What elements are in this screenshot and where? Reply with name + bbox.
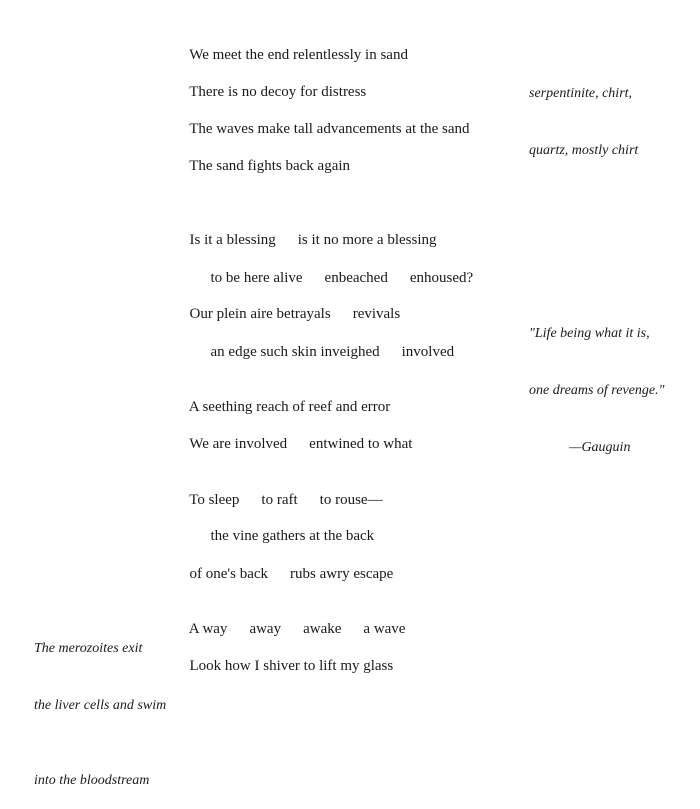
poem-text: the vine gathers at the back [210,528,375,544]
poem-line-9 [182,380,390,416]
poem-line-6 [203,251,473,287]
poem-line-15 [182,639,393,675]
poem-text: A way [188,621,228,637]
poem-text: The sand fights back again [189,158,351,174]
poem-text: There is no decoy for distress [189,84,367,100]
poem-text: involved [401,344,455,360]
poem-line-11 [182,473,383,509]
poem-text: entwined to what [309,436,413,452]
poem-text: We are involved [189,436,288,452]
poem-text: We meet the end relentlessly in sand [189,47,408,63]
poem-text: is it no more a blessing [297,232,437,248]
poem-text: an edge such skin inveighed [210,344,380,360]
poem-text: rubs awry escape [290,566,394,582]
poem-line-2 [182,65,366,101]
poem-text: revivals [352,306,401,322]
poem-line-12 [203,509,374,545]
poem-line-14 [182,602,405,638]
poem-line-4 [182,139,350,175]
poem-text: enhoused? [409,270,474,286]
margin-note-merozoites [34,601,166,809]
note-line: quartz, mostly chirt [529,143,639,158]
note-line: the liver cells and swim [34,698,167,713]
poem-line-3 [182,102,470,138]
margin-note-minerals [529,46,638,179]
poem-text: to raft [261,492,298,508]
poem-text: Is it a blessing [189,232,276,248]
poem-line-5 [182,213,437,249]
poem-text: Look how I shiver to lift my glass [189,658,394,674]
poem-text: enbeached [324,270,388,286]
poem-text: away [249,621,282,637]
poem-line-1 [182,28,408,64]
poem-text: The waves make tall advancements at the sand [189,121,470,137]
poem-text: awake [303,621,342,637]
poem-text: a wave [363,621,406,637]
poem-text: A seething reach of reef and error [188,399,391,415]
poem-text: Our plein aire betrayals [189,306,331,322]
poem-text: of one's back [189,566,269,582]
quote-line: "Life being what it is, [529,326,650,341]
poem-line-8 [203,325,454,361]
quote-attribution: —Gauguin [569,440,631,455]
poem-text: to be here alive [210,270,303,286]
poem-text: To sleep [189,492,240,508]
poem-line-10 [182,417,412,453]
note-line: into the bloodstream [34,773,150,788]
note-line: serpentinite, chirt, [529,86,633,101]
poem-text: to rouse— [319,492,383,508]
quote-line: one dreams of revenge." [529,383,665,398]
poem-line-13 [182,547,393,583]
poem-line-7 [182,287,400,323]
note-line: The merozoites exit [34,641,143,656]
margin-note-quote [529,286,664,476]
